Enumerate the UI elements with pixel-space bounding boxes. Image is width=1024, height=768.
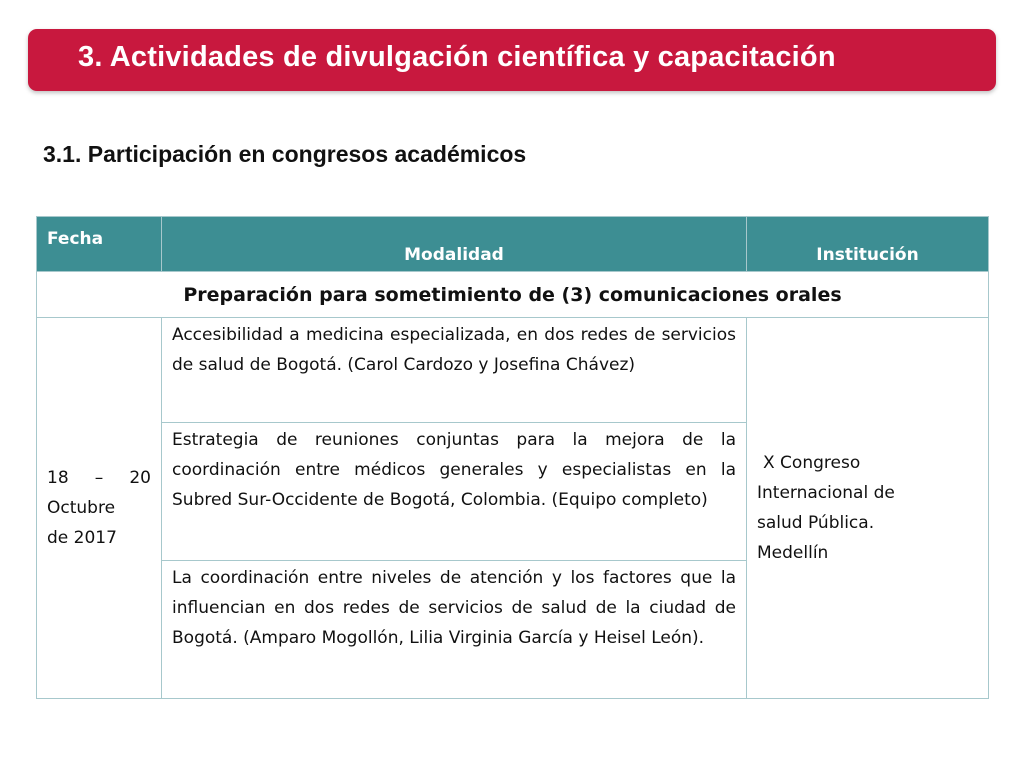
section-subtitle: 3.1. Participación en congresos académicos (43, 141, 527, 167)
modalidad-cell: La coordinación entre niveles de atención y los factores que la influencian en dos redes de servicios de salud de la ciudad de Bogotá. (Amparo Mogollón, Lilia Virginia García y Heisel León). (162, 561, 747, 699)
institucion-line: salud Pública. (757, 513, 875, 533)
modalidad-cell: Estrategia de reuniones conjuntas para la mejora de la coordinación entre médicos generales y especialistas en la Subred Sur-Occidente de Bogotá, Colombia. (Equipo completo) (162, 423, 747, 561)
slide-title: 3. Actividades de divulgación científica y capacitación (78, 41, 836, 73)
date-dash: – (94, 468, 104, 488)
header-institucion: Institución (747, 217, 989, 272)
table-header-row (37, 217, 989, 272)
congresos-table (36, 216, 989, 699)
header-modalidad: Modalidad (162, 217, 747, 272)
institucion-cell (747, 318, 989, 699)
date-year: de 2017 (47, 528, 117, 548)
date-cell (37, 318, 162, 699)
date-month: Octubre (47, 498, 116, 518)
institucion-line: X Congreso (763, 453, 861, 473)
section-title: Preparación para sometimiento de (3) comunicaciones orales (37, 272, 989, 318)
section-row (37, 272, 989, 318)
institucion-line: Internacional de (757, 483, 895, 503)
date-end: 20 (129, 468, 151, 488)
date-start: 18 (47, 468, 69, 488)
title-bar (28, 29, 996, 91)
modalidad-cell: Accesibilidad a medicina especializada, en dos redes de servicios de salud de Bogotá. (Carol Cardozo y Josefina Chávez) (162, 318, 747, 423)
institucion-line: Medellín (757, 543, 829, 563)
table-row (37, 318, 989, 423)
date-range (47, 463, 151, 493)
header-fecha: Fecha (37, 217, 162, 272)
